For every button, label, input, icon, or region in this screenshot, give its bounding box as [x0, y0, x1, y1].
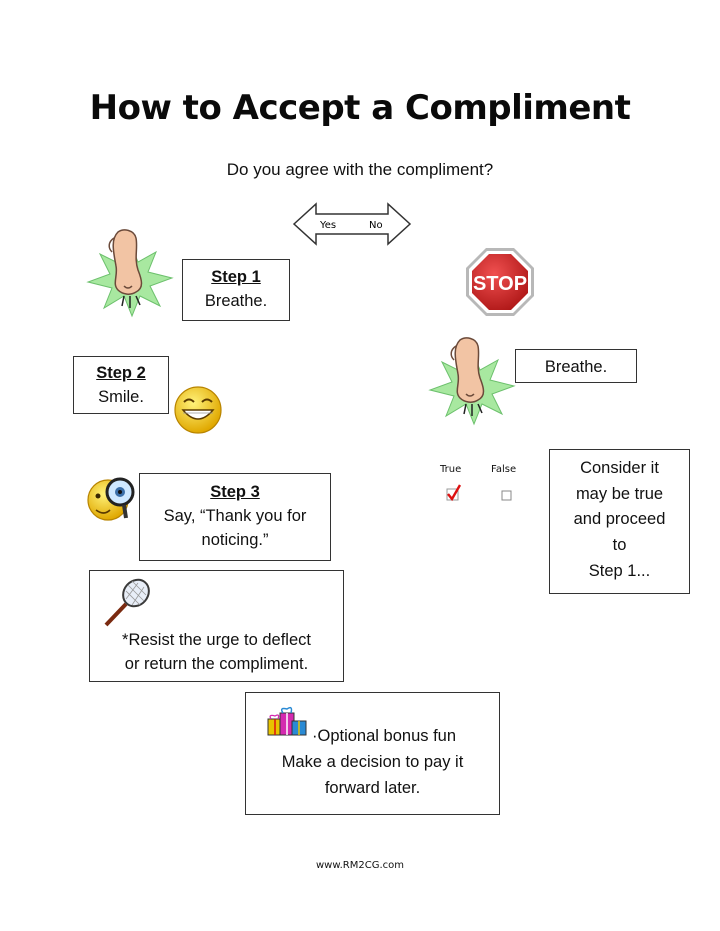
consider-line-3: and proceed — [573, 510, 666, 529]
stop-sign-icon — [464, 246, 536, 320]
step-1-text: Breathe. — [204, 291, 268, 310]
step-3-box — [139, 473, 331, 561]
bonus-line-1: ·Optional bonus fun — [312, 727, 457, 745]
step-1-heading: Step 1 — [211, 268, 261, 286]
step-2-text: Smile. — [98, 387, 144, 406]
no-branch-breathe-text: Breathe. — [544, 358, 608, 376]
step-3-line-2: noticing.” — [201, 530, 269, 549]
resist-line-1: *Resist the urge to deflect — [122, 631, 311, 649]
consider-line-5: Step 1... — [588, 561, 651, 580]
footer-url: www.RM2CG.com — [315, 860, 404, 871]
bonus-line-2: Make a decision to pay it — [281, 753, 464, 771]
stop-sign-text: STOP — [472, 273, 528, 295]
step-2-heading: Step 2 — [96, 364, 146, 382]
resist-line-2: or return the compliment. — [124, 654, 309, 673]
arrow-yes-label: Yes — [320, 220, 337, 231]
nose-breathe-icon — [84, 226, 174, 318]
consider-box — [549, 449, 690, 594]
smiley-face-icon — [172, 384, 224, 436]
arrow-no-label: No — [369, 220, 383, 231]
consider-line-2: may be true — [575, 484, 664, 503]
magnifying-glass-smiley-icon — [84, 472, 140, 528]
bonus-line-3: forward later. — [324, 778, 421, 797]
yes-no-double-arrow — [292, 200, 412, 248]
consider-line-1: Consider it — [580, 459, 659, 477]
step-1-box — [182, 259, 290, 321]
nose-breathe-icon-right — [426, 334, 518, 428]
true-label: True — [440, 464, 462, 475]
false-checkbox-unchecked[interactable] — [501, 490, 513, 502]
bonus-box — [245, 692, 500, 815]
true-checkbox-checked[interactable] — [446, 484, 462, 502]
gift-boxes-icon — [266, 705, 310, 739]
page-title: How to Accept a Compliment — [89, 88, 631, 128]
tennis-racket-icon — [98, 577, 154, 629]
step-3-line-1: Say, “Thank you for — [163, 506, 307, 525]
no-branch-breathe-box — [515, 349, 637, 383]
step-2-box — [73, 356, 169, 414]
false-label: False — [491, 464, 517, 475]
step-3-heading: Step 3 — [210, 483, 260, 501]
consider-line-4: to — [612, 536, 627, 555]
resist-box — [89, 570, 344, 682]
question-text: Do you agree with the compliment? — [226, 160, 494, 179]
